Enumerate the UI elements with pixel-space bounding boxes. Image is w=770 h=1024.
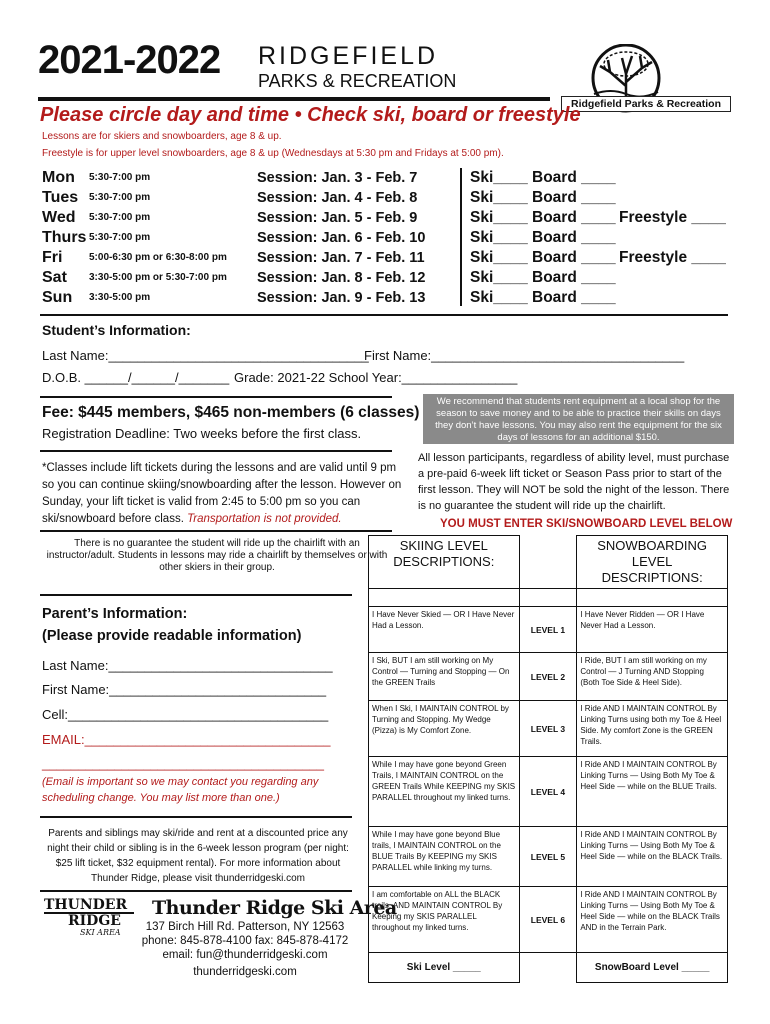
- board-level-description: I Ride AND I MAINTAIN CONTROL By Linking Turns — Using Both My Toe & Heel Side — while on the BLACK Trails AND in the Terrain Park.: [577, 887, 728, 953]
- logo-text-2: RIDGE: [68, 913, 121, 929]
- schedule-session: Session: Jan. 7 - Feb. 11: [257, 250, 425, 266]
- classes-note: [42, 460, 402, 528]
- schedule-session: Session: Jan. 9 - Feb. 13: [257, 290, 426, 306]
- schedule-day[interactable]: Mon: [42, 169, 75, 186]
- schedule-session: Session: Jan. 5 - Feb. 9: [257, 210, 418, 226]
- board-level-header: SNOWBOARDING LEVEL DESCRIPTIONS:: [577, 536, 728, 589]
- email-field-line2[interactable]: _______________________________________: [42, 756, 324, 771]
- ski-checkbox[interactable]: Ski____: [470, 269, 528, 286]
- ski-area-name: Thunder Ridge Ski Area: [152, 897, 397, 919]
- level-label: LEVEL 3: [519, 701, 577, 757]
- org-subname: PARKS & RECREATION: [258, 71, 457, 91]
- level-table: [368, 535, 728, 983]
- board-level-field[interactable]: SnowBoard Level _____: [577, 953, 728, 983]
- ski-checkbox[interactable]: Ski____: [470, 169, 528, 186]
- schedule-day[interactable]: Tues: [42, 189, 79, 206]
- ski-level-description: I am comfortable on ALL the BLACK trails, AND MAINTAIN CONTROL By Keeping my SKIS PARALLEL throughout my linked turns.: [369, 887, 520, 953]
- schedule-time[interactable]: 5:30-7:00 pm: [89, 172, 151, 183]
- level-row: [369, 887, 728, 953]
- logo-text-1: THUNDER: [44, 898, 134, 914]
- parent-last-name-field[interactable]: Last Name:_______________________________: [42, 658, 333, 673]
- board-level-description: I Ride AND I MAINTAIN CONTROL By Linking Turns using both my Toe & Heel Side. My comfort Zone is the GREEN Trails.: [577, 701, 728, 757]
- level-row: [369, 827, 728, 887]
- parent-first-name-field[interactable]: First Name:______________________________: [42, 682, 327, 697]
- schedule-day[interactable]: Sun: [42, 289, 73, 306]
- rule: [40, 396, 392, 398]
- ski-level-description: I Ski, BUT I am still working on My Control — Turning and Stopping — On the GREEN Trails: [369, 653, 520, 701]
- student-last-name-field[interactable]: Last Name:____________________________________: [42, 348, 369, 363]
- board-checkbox[interactable]: Board ____: [532, 289, 616, 306]
- ski-level-description: I Have Never Skied — OR I Have Never Had a Lesson.: [369, 607, 520, 653]
- deadline-text: Registration Deadline: Two weeks before the first class.: [42, 426, 362, 441]
- schedule-day[interactable]: Wed: [42, 209, 76, 226]
- ski-level-description: While I may have gone beyond Green Trails, I MAINTAIN CONTROL on the GREEN Trails While KEEPING my SKIS PARALLEL throughout my linked turns.: [369, 757, 520, 827]
- level-row: [369, 757, 728, 827]
- schedule-day[interactable]: Thurs: [42, 229, 87, 246]
- org-name: RIDGEFIELD: [258, 42, 439, 70]
- foot-spacer: [519, 953, 577, 983]
- spacer-cell: [519, 589, 577, 607]
- schedule-time[interactable]: 5:30-7:00 pm: [89, 212, 151, 223]
- header-rule: [38, 97, 550, 101]
- board-checkbox[interactable]: Board ____: [532, 249, 616, 266]
- ski-level-header: SKIING LEVEL DESCRIPTIONS:: [369, 536, 520, 589]
- spacer-cell: [577, 589, 728, 607]
- freestyle-note: Freestyle is for upper level snowboarders, age 8 & up (Wednesdays at 5:30 pm and Fridays at 5:00 pm).: [42, 148, 504, 159]
- schedule-time[interactable]: 5:00-6:30 pm or 6:30-8:00 pm: [89, 252, 227, 263]
- board-checkbox[interactable]: Board ____: [532, 269, 616, 286]
- board-level-description: I Have Never Ridden — OR I Have Never Had a Lesson.: [577, 607, 728, 653]
- level-row: [369, 607, 728, 653]
- parent-heading: Parent’s Information:: [42, 606, 188, 622]
- rule: [40, 816, 352, 818]
- level-label: LEVEL 6: [519, 887, 577, 953]
- email-note: (Email is important so we may contact you regarding any scheduling change. You may list more than one.): [42, 776, 319, 804]
- board-checkbox[interactable]: Board ____: [532, 169, 616, 186]
- board-level-description: I Ride AND I MAINTAIN CONTROL By Linking Turns — Using Both My Toe & Heel Side — while on the BLUE Trails.: [577, 757, 728, 827]
- logo-banner: Ridgefield Parks & Recreation: [561, 96, 731, 112]
- rule: [40, 594, 352, 596]
- level-label: LEVEL 5: [519, 827, 577, 887]
- level-label: LEVEL 1: [519, 607, 577, 653]
- level-label: LEVEL 4: [519, 757, 577, 827]
- ski-checkbox[interactable]: Ski____: [470, 289, 528, 306]
- level-header-spacer: [519, 536, 577, 589]
- schedule-session: Session: Jan. 3 - Feb. 7: [257, 170, 418, 186]
- grade-field[interactable]: Grade: 2021-22 School Year:________________: [234, 370, 518, 385]
- thunder-ridge-logo: [44, 898, 134, 942]
- fee-text: Fee: $445 members, $465 non-members (6 classes): [42, 404, 420, 421]
- student-first-name-field[interactable]: First Name:___________________________________: [364, 348, 685, 363]
- email-field[interactable]: EMAIL:__________________________________: [42, 732, 331, 747]
- freestyle-checkbox[interactable]: Freestyle ____: [619, 249, 726, 266]
- level-warning: YOU MUST ENTER SKI/SNOWBOARD LEVEL BELOW: [440, 518, 733, 530]
- lift-pass-note: All lesson participants, regardless of ability level, must purchase a pre-paid 6-week lift ticket or Season Pass prior to start of the first lesson. They will NOT be sold the night of the lesson. There is no guarantee the student will ride up the chairlift.: [418, 452, 730, 512]
- board-level-description: I Ride, BUT I am still working on my Control — J Turning AND Stopping (Both Toe Side & Heel Side).: [577, 653, 728, 701]
- rule: [40, 530, 392, 532]
- schedule-divider: [460, 168, 462, 306]
- rule: [40, 890, 352, 892]
- schedule-bottom-rule: [40, 314, 728, 316]
- schedule-day[interactable]: Sat: [42, 269, 67, 286]
- schedule-time[interactable]: 5:30-7:00 pm: [89, 192, 151, 203]
- dob-field[interactable]: D.O.B. ______/______/_______: [42, 370, 230, 385]
- level-row: [369, 701, 728, 757]
- schedule-time[interactable]: 5:30-7:00 pm: [89, 232, 151, 243]
- ski-level-description: While I may have gone beyond Blue trails, I MAINTAIN CONTROL on the BLUE Trails By KEEPING my SKIS PARALLEL while linking my turns.: [369, 827, 520, 887]
- logo-text-3: SKI AREA: [80, 928, 121, 937]
- chairlift-note: There is no guarantee the student will ride up the chairlift with an instructor/adult. Students in lessons may ride a chairlift by themselves or with other skiers in their group.: [46, 538, 388, 573]
- level-label: LEVEL 2: [519, 653, 577, 701]
- cell-field[interactable]: Cell:____________________________________: [42, 707, 329, 722]
- ski-checkbox[interactable]: Ski____: [470, 229, 528, 246]
- year-title: 2021-2022: [38, 38, 221, 82]
- schedule-session: Session: Jan. 8 - Feb. 12: [257, 270, 426, 286]
- siblings-note: Parents and siblings may ski/ride and rent at a discounted price any night their child or sibling is in the 6-week lesson program (per night: $25 lift ticket, $32 equipment rental). For more information about Thunder Ridge, please visit thunderridgeski.com: [47, 828, 349, 884]
- age-note: Lessons are for skiers and snowboarders, age 8 & up.: [42, 131, 282, 142]
- board-checkbox[interactable]: Board ____: [532, 189, 616, 206]
- rule: [40, 450, 392, 452]
- level-row: [369, 653, 728, 701]
- schedule-time[interactable]: 3:30-5:00 pm: [89, 292, 151, 303]
- transport-note: Transportation is not provided.: [187, 513, 342, 525]
- ski-area-website-link[interactable]: thunderridgeski.com: [193, 966, 297, 978]
- rental-recommendation: We recommend that students rent equipment at a local shop for the season to save money and to be able to practice their skills on days they don’t have lessons. You may also rent the equipment for the six days of lessons for an additional $150.: [423, 394, 734, 444]
- ski-area-email[interactable]: email: fun@thunderridgeski.com: [162, 949, 328, 961]
- parent-subheading: (Please provide readable information): [42, 628, 302, 644]
- board-level-description: I Ride AND I MAINTAIN CONTROL By Linking Turns — Using Both My Toe & Heel Side — while on the BLACK Trails.: [577, 827, 728, 887]
- board-checkbox[interactable]: Board ____: [532, 229, 616, 246]
- ski-level-description: When I Ski, I MAINTAIN CONTROL by Turning and Stopping. My Wedge (Pizza) is My Comfort Zone.: [369, 701, 520, 757]
- ski-checkbox[interactable]: Ski____: [470, 249, 528, 266]
- ski-checkbox[interactable]: Ski____: [470, 209, 528, 226]
- ski-level-field[interactable]: Ski Level _____: [369, 953, 520, 983]
- student-heading: Student’s Information:: [42, 322, 191, 338]
- instruction-heading: Please circle day and time • Check ski, board or freestyle: [40, 104, 581, 126]
- board-checkbox[interactable]: Board ____: [532, 209, 616, 226]
- schedule-session: Session: Jan. 6 - Feb. 10: [257, 230, 426, 246]
- schedule-session: Session: Jan. 4 - Feb. 8: [257, 190, 418, 206]
- classes-note-text: *Classes include lift tickets during the lessons and are valid until 9 pm so you can continue skiing/snowboarding after the lesson. However on Sunday, your lift ticket is valid from 2:45 to 5:00 pm so you can ski/snowboard before class.: [42, 462, 402, 525]
- freestyle-checkbox[interactable]: Freestyle ____: [619, 209, 726, 226]
- ski-area-phone: phone: 845-878-4100 fax: 845-878-4172: [141, 935, 349, 947]
- schedule-time[interactable]: 3:30-5:00 pm or 5:30-7:00 pm: [89, 272, 227, 283]
- ski-checkbox[interactable]: Ski____: [470, 189, 528, 206]
- ski-area-address: 137 Birch Hill Rd. Patterson, NY 12563: [145, 921, 345, 933]
- schedule-day[interactable]: Fri: [42, 249, 63, 266]
- spacer-cell: [369, 589, 520, 607]
